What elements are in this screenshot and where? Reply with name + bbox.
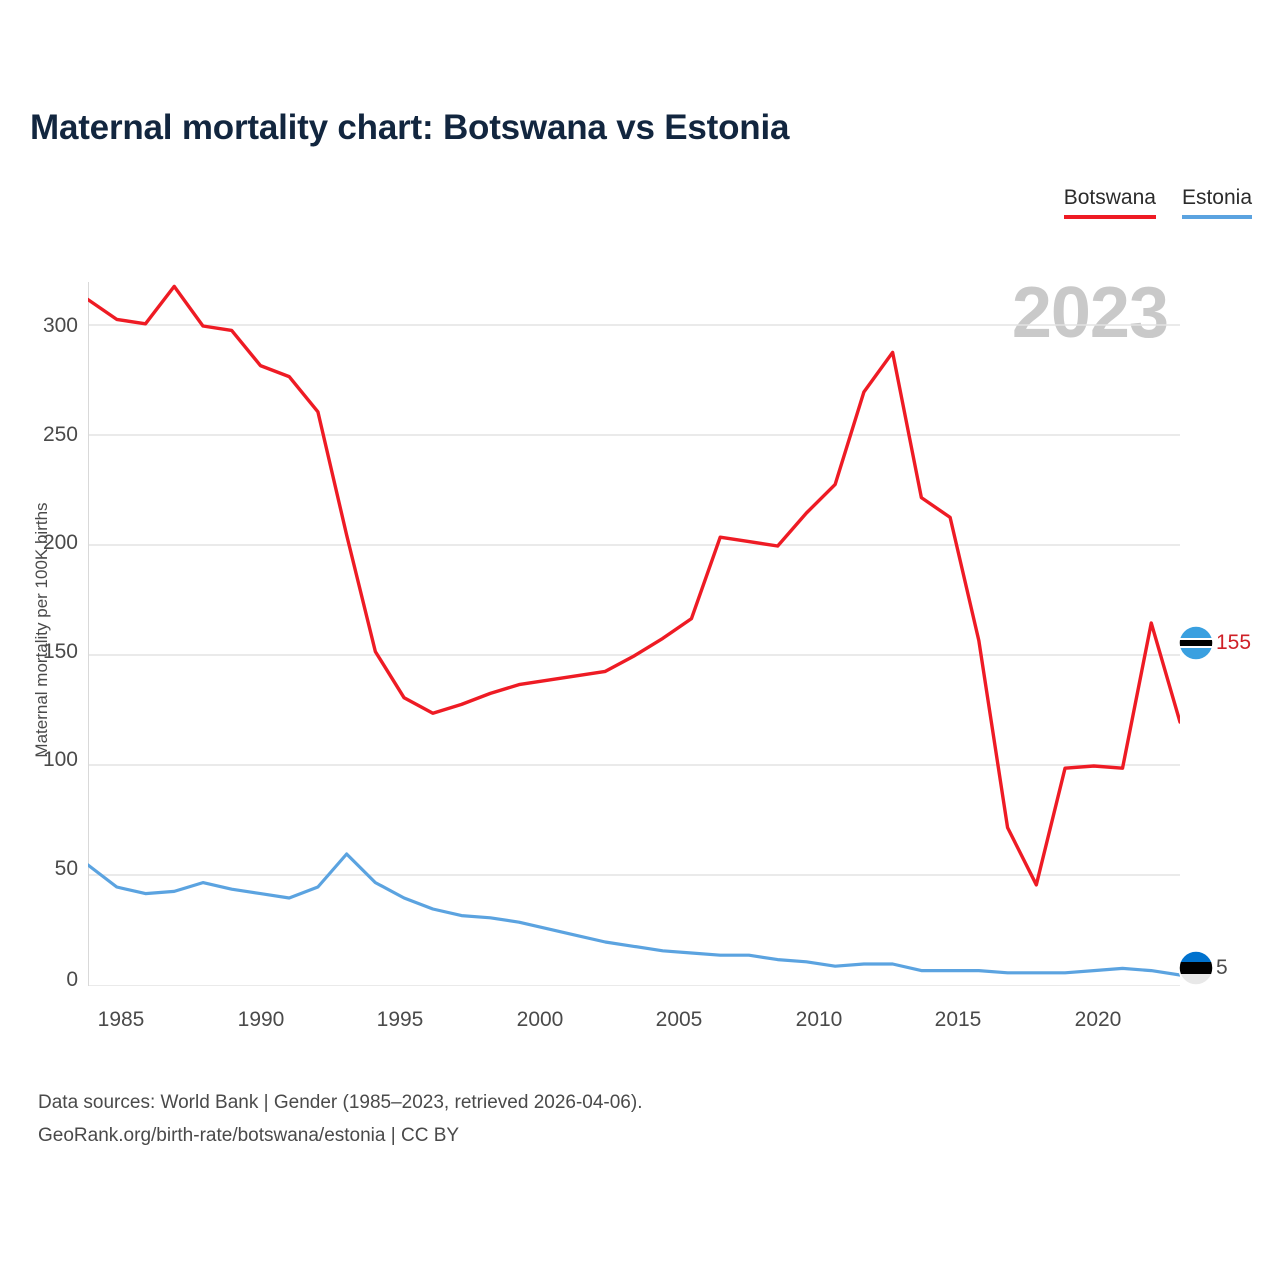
x-tick-2000: 2000 <box>516 1008 564 1031</box>
grid-lines <box>88 282 1180 986</box>
footer-line-2: GeoRank.org/birth-rate/botswana/estonia | CC BY <box>38 1125 460 1147</box>
y-tick-100: 100 <box>42 748 78 771</box>
chart-plot <box>88 282 1180 986</box>
end-label-botswana: 155 <box>1216 631 1252 654</box>
y-tick-300: 300 <box>42 314 78 337</box>
x-tick-1990: 1990 <box>237 1008 285 1031</box>
series-line-botswana <box>88 286 1180 884</box>
botswana-flag-marker <box>1178 625 1214 661</box>
x-tick-2010: 2010 <box>795 1008 843 1031</box>
legend-item-estonia[interactable]: Estonia <box>1182 186 1252 219</box>
chart-legend <box>1064 186 1252 219</box>
y-tick-50: 50 <box>54 857 78 880</box>
legend-item-botswana[interactable]: Botswana <box>1064 186 1156 219</box>
end-label-estonia: 5 <box>1216 956 1228 979</box>
x-tick-1995: 1995 <box>376 1008 424 1031</box>
estonia-flag-marker <box>1178 950 1214 986</box>
series-line-estonia <box>88 854 1180 975</box>
y-tick-0: 0 <box>66 968 78 991</box>
footer-line-1: Data sources: World Bank | Gender (1985–2023, retrieved 2026-04-06). <box>38 1092 643 1113</box>
x-tick-2020: 2020 <box>1074 1008 1122 1031</box>
year-watermark: 2023 <box>1011 273 1168 353</box>
y-tick-150: 150 <box>42 640 78 663</box>
y-tick-250: 250 <box>42 423 78 446</box>
x-tick-2005: 2005 <box>655 1008 703 1031</box>
x-tick-1985: 1985 <box>97 1008 145 1031</box>
page-title: Maternal mortality chart: Botswana vs Estonia <box>30 108 790 147</box>
y-axis-title: Maternal mortality per 100K births <box>32 502 51 758</box>
footer <box>38 1086 642 1153</box>
x-tick-2015: 2015 <box>934 1008 982 1031</box>
y-tick-200: 200 <box>42 531 78 554</box>
